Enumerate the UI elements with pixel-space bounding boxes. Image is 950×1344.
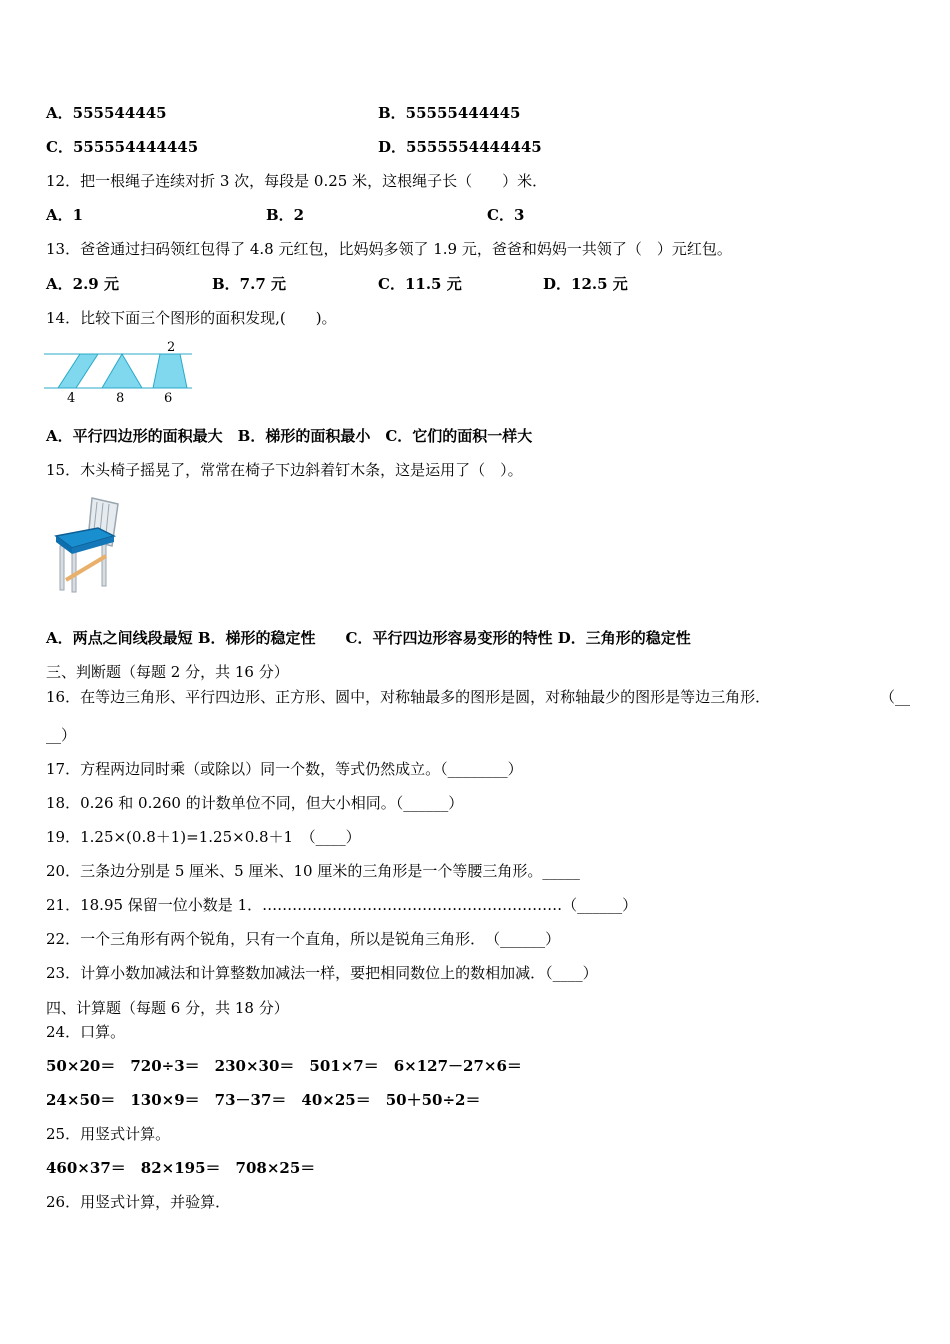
q11-option-c: C．555554444445 [46, 138, 199, 156]
q25-row: 460×37＝ 82×195＝ 708×25＝ [46, 1159, 316, 1177]
q14-stem: 14．比较下面三个图形的面积发现,( )。 [46, 309, 337, 327]
q12-option-c: C．3 [487, 206, 525, 224]
q20-text: 20．三条边分别是 5 厘米、5 厘米、10 厘米的三角形是一个等腰三角形。_____ [46, 862, 580, 880]
trapezoid-top-label: 2 [167, 340, 176, 355]
q12-stem: 12．把一根绳子连续对折 3 次，每段是 0.25 米，这根绳子长（ ）米． [46, 172, 548, 190]
q26-stem: 26．用竖式计算，并验算． [46, 1193, 231, 1211]
q19-text: 19．1.25×(0.8＋1)=1.25×0.8＋1 （____） [46, 828, 361, 846]
q14-shapes-figure [44, 338, 194, 404]
chair-leg [102, 544, 106, 586]
q17-text: 17．方程两边同时乘（或除以）同一个数，等式仍然成立。（________） [46, 760, 523, 778]
q13-option-b: B．7.7 元 [212, 275, 286, 293]
parallelogram-base-label: 4 [67, 391, 76, 404]
q13-option-d: D．12.5 元 [543, 275, 628, 293]
q15-stem: 15．木头椅子摇晃了，常常在椅子下边斜着钉木条，这是运用了（ ）。 [46, 461, 523, 479]
q11-option-d: D．5555554444445 [378, 138, 542, 156]
q11-option-b: B．55555444445 [378, 104, 521, 122]
trapezoid-base-label: 6 [164, 391, 173, 404]
q13-option-c: C．11.5 元 [378, 275, 462, 293]
q13-option-a: A．2.9 元 [46, 275, 119, 293]
q16-text: 16．在等边三角形、平行四边形、正方形、圆中，对称轴最多的图形是圆，对称轴最少的图形是等边三角形． [46, 688, 771, 706]
q25-stem: 25．用竖式计算。 [46, 1125, 171, 1143]
chair-leg [60, 546, 64, 590]
q11-option-a: A．555544445 [46, 104, 167, 122]
q16-blank-start: （__ [880, 688, 911, 706]
q21-text: 21．18.95 保留一位小数是 1．……………………………………………………（______） [46, 896, 638, 914]
q15-options: A．两点之间线段最短 B．梯形的稳定性 C．平行四边形容易变形的特性 D．三角形的稳定性 [46, 629, 691, 647]
q16-blank-end: __） [46, 726, 77, 744]
section-4-heading: 四、计算题（每题 6 分，共 18 分） [46, 999, 289, 1017]
triangle-base-label: 8 [116, 391, 125, 404]
q12-option-b: B．2 [266, 206, 305, 224]
triangle-shape [102, 354, 142, 388]
q18-text: 18．0.26 和 0.260 的计数单位不同，但大小相同。（______） [46, 794, 464, 812]
trapezoid-shape [153, 354, 187, 388]
section-3-heading: 三、判断题（每题 2 分，共 16 分） [46, 663, 289, 681]
q24-row-1: 50×20＝ 720÷3＝ 230×30＝ 501×7＝ 6×127－27×6＝ [46, 1057, 522, 1075]
q14-options: A．平行四边形的面积最大 B．梯形的面积最小 C．它们的面积一样大 [46, 427, 533, 445]
q23-text: 23．计算小数加减法和计算整数加减法一样，要把相同数位上的数相加减．（____） [46, 964, 598, 982]
parallelogram-shape [58, 354, 98, 388]
q13-stem: 13．爸爸通过扫码领红包得了 4.8 元红包，比妈妈多领了 1.9 元，爸爸和妈妈一共领了（ ）元红包。 [46, 240, 732, 258]
q24-stem: 24．口算。 [46, 1023, 126, 1041]
q12-option-a: A．1 [46, 206, 84, 224]
q24-row-2: 24×50＝ 130×9＝ 73－37＝ 40×25＝ 50＋50÷2＝ [46, 1091, 481, 1109]
q22-text: 22．一个三角形有两个锐角，只有一个直角，所以是锐角三角形． （______） [46, 930, 561, 948]
chair-image [50, 494, 126, 594]
chair-leg [72, 550, 76, 592]
